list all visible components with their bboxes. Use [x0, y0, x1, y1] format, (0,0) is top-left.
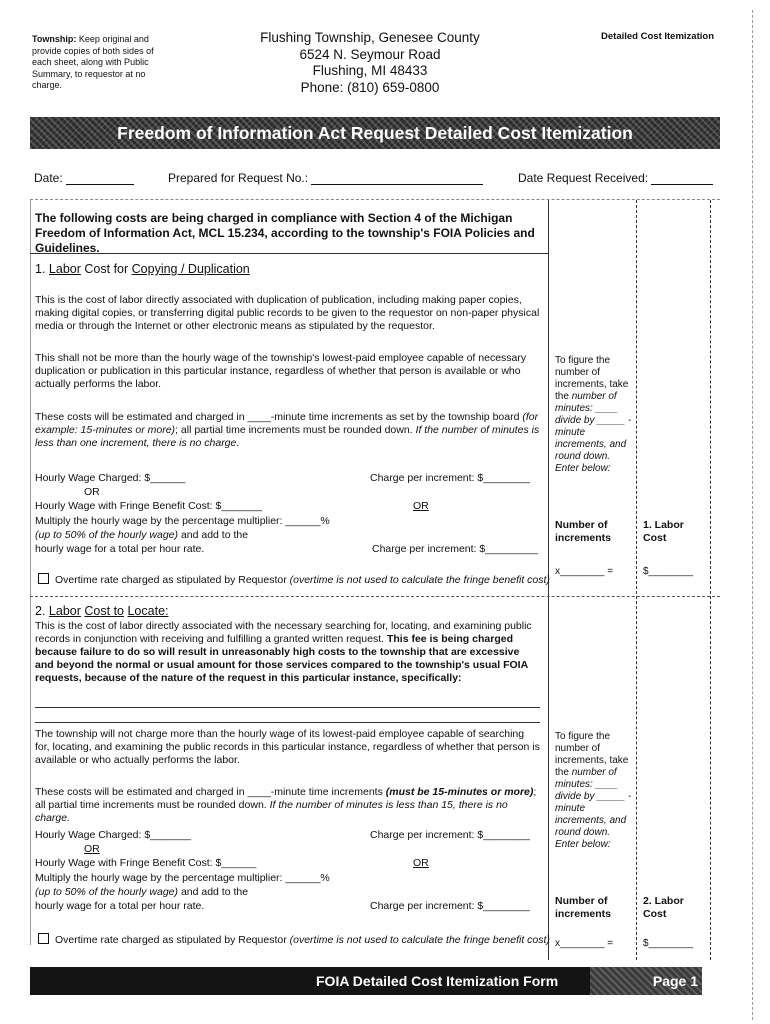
section-2-number: 2. [35, 604, 46, 618]
footer-form-name: FOIA Detailed Cost Itemization Form [316, 973, 559, 989]
address-line-4: Phone: (810) 659-0800 [300, 79, 440, 95]
date-received-field[interactable] [518, 171, 713, 185]
s1-side-note-b: number of minutes: [555, 391, 617, 414]
s2-overtime-label: Overtime rate charged as stipulated by Requestor [55, 934, 287, 946]
notice-label: Township: [32, 34, 77, 44]
page-edge-line [752, 10, 753, 1020]
request-no-blank[interactable] [311, 172, 483, 185]
s2-up-to [35, 886, 248, 899]
s1-overtime-note: (overtime is not used to calculate the fringe benefit cost) [289, 574, 550, 586]
s1-overtime-label: Overtime rate charged as stipulated by Requestor [55, 574, 287, 586]
section-2-title-c: Locate: [127, 604, 169, 618]
s1-calc[interactable]: x________ = [555, 566, 614, 577]
section-2-title-a: Labor [48, 604, 81, 618]
section-1-para-1: This is the cost of labor directly associated with duplication of publication, including making paper copies, making digital copies, or transferring digital public records to be given to the requestor on non-paper physical media or through the Internet or other electronic means as stipulated by the requestor. [35, 294, 540, 332]
s1-multiplier[interactable]: Multiply the hourly wage by the percentage multiplier: ______% [35, 515, 330, 527]
section-2-para-1a: This is the cost of labor directly associated with the necessary searching for, locating, and examining public records in conjunction with receiving and fulfilling a granted written request. [35, 620, 532, 645]
s1-overtime-checkbox[interactable] [38, 573, 49, 584]
s2-charge-increment-1[interactable]: Charge per increment: $________ [370, 829, 530, 841]
section-divider [30, 596, 720, 597]
s2-labor-cost-label: 2. Labor Cost [643, 895, 684, 920]
township-address [255, 30, 485, 96]
s1-charge-increment-2[interactable]: Charge per increment: $_________ [372, 543, 538, 555]
s1-side-note-d: Enter below: [555, 463, 611, 474]
date-received-blank[interactable] [651, 172, 713, 185]
s2-side-note-b: number of minutes: [555, 767, 617, 790]
section-2-title-b: Cost to [84, 604, 124, 618]
s1-labor-cost-value[interactable]: $________ [643, 566, 694, 577]
request-no-field[interactable] [168, 171, 483, 185]
s2-calc[interactable]: x________ = [555, 938, 614, 949]
s2-labor-cost-value[interactable]: $________ [643, 938, 694, 949]
s2-up-to-b: and add to the [180, 886, 249, 898]
s2-side-note-c: ____ divide by _____ -minute increments, and round down. [555, 779, 632, 838]
section-2-para-1b: This fee is being charged because failure to do so will result in unreasonably high costs to the township that are excessive and beyond the normal or usual amount for those services compared to the township's usual FOIA requests, because of the nature of the request in this particular instance, specifically: [35, 633, 528, 684]
request-no-label: Prepared for Request No.: [168, 171, 309, 185]
intro-text: The following costs are being charged in compliance with Section 4 of the Michigan Freedom of Information Act, MCL 15.234, according to the township's FOIA Policies and Guidelines. [35, 211, 535, 255]
s2-overtime-checkbox[interactable] [38, 933, 49, 944]
s1-charge-increment-1[interactable]: Charge per increment: $________ [370, 472, 530, 484]
s1-side-note-a: To figure the number of increments, take the [555, 355, 629, 402]
s2-charge-increment-2[interactable]: Charge per increment: $________ [370, 900, 530, 912]
township-notice [32, 34, 172, 92]
s2-specifically-line[interactable] [35, 707, 540, 708]
footer-page-number: Page 1 [590, 967, 702, 995]
s2-hourly-total: hourly wage for a total per hour rate. [35, 900, 205, 912]
address-line-3: Flushing, MI 48433 [312, 63, 428, 78]
section-2-para-3c: ; all partial time increments must be rounded down. [35, 786, 537, 811]
s2-or-1: OR [84, 843, 100, 855]
table-top-border [30, 199, 720, 200]
section-2-para-3d: If the number of minutes is less than 15, there is no charge. [35, 799, 508, 824]
date-received-label: Date Request Received: [518, 171, 649, 185]
section-1-para-3c: ; all partial time increments must be rounded down. [175, 424, 413, 436]
section-1-para-3d: If the number of minutes is less than one increment, there is no charge. [35, 424, 540, 449]
form-title: Freedom of Information Act Request Detailed Cost Itemization [30, 117, 720, 149]
s1-hourly-wage[interactable]: Hourly Wage Charged: $______ [35, 472, 186, 484]
section-1-title-a: Labor [48, 262, 81, 276]
s2-fringe-wage[interactable]: Hourly Wage with Fringe Benefit Cost: $______ [35, 857, 257, 869]
s2-overtime-row[interactable] [38, 933, 550, 947]
section-1-para-3b: (for example: 15-minutes or more) [35, 411, 539, 436]
s1-labor-cost-label: 1. Labor Cost [643, 519, 684, 544]
section-1-number: 1. [35, 262, 46, 276]
s2-side-note-a: To figure the number of increments, take the [555, 731, 629, 778]
s1-number-increments: Number of increments [555, 519, 612, 544]
date-blank[interactable] [66, 172, 134, 185]
section-1-para-3a: These costs will be estimated and charged in ____-minute time increments as set by the township board [35, 411, 520, 423]
s1-side-note [555, 355, 635, 475]
section-2-para-2: The township will not charge more than the hourly wage of its lowest-paid employee capable of searching for, locating, and examining the public records in this particular instance, regardless of whether that person is available or who actually performs the labor. [35, 728, 540, 766]
s2-side-note-d: Enter below: [555, 839, 611, 850]
s2-multiplier[interactable]: Multiply the hourly wage by the percentage multiplier: ______% [35, 872, 330, 884]
corner-label: Detailed Cost Itemization [601, 31, 714, 42]
date-label: Date: [34, 171, 63, 185]
section-2-para-3a: These costs will be estimated and charged in ____-minute time increments [35, 786, 383, 798]
section-1-para-3 [35, 411, 540, 450]
section-1-title-c: Copying / Duplication [131, 262, 250, 276]
date-field[interactable] [34, 171, 134, 185]
address-line-2: 6524 N. Seymour Road [299, 46, 441, 62]
table-left-border [30, 200, 31, 945]
s2-hourly-wage[interactable]: Hourly Wage Charged: $_______ [35, 829, 192, 841]
section-2-title [35, 604, 169, 619]
section-1-para-2: This shall not be more than the hourly wage of the township's lowest-paid employee capable of necessary duplication or publication in this particular instance, regardless of whether that person is available or who actually performs the labor. [35, 352, 527, 390]
s2-number-increments: Number of increments [555, 895, 612, 920]
column-divider-3 [710, 200, 711, 960]
s1-up-to-a: (up to 50% of the hourly wage) [35, 529, 179, 541]
s2-up-to-a: (up to 50% of the hourly wage) [35, 886, 179, 898]
s2-side-note [555, 731, 635, 851]
column-divider-2 [636, 200, 637, 960]
s1-up-to [35, 529, 248, 542]
section-2-para-3 [35, 786, 540, 825]
s2-specifically-line-2[interactable] [35, 722, 540, 723]
s1-fringe-wage[interactable]: Hourly Wage with Fringe Benefit Cost: $_______ [35, 500, 263, 512]
address-line-1: Flushing Township, Genesee County [260, 30, 480, 45]
s1-or-2: OR [413, 500, 429, 512]
s2-or-2: OR [413, 857, 429, 869]
section-1-title [35, 262, 250, 277]
s1-hourly-total: hourly wage for a total per hour rate. [35, 543, 205, 555]
section-2-para-1 [35, 620, 540, 685]
s2-overtime-note: (overtime is not used to calculate the fringe benefit cost) [289, 934, 550, 946]
notice-text: Keep original and provide copies of both sides of each sheet, along with Public Summary, to requestor at no charge. [32, 34, 154, 90]
section-2-para-3b: (must be 15-minutes or more) [385, 786, 534, 798]
s1-side-note-c: ____ divide by _____ -minute increments, and round down. [555, 403, 632, 462]
section-1-title-b: Cost for [84, 262, 129, 276]
footer-bar [30, 967, 702, 995]
s1-overtime-row[interactable] [38, 573, 550, 587]
s1-up-to-b: and add to the [180, 529, 249, 541]
s1-or-1: OR [84, 486, 100, 498]
